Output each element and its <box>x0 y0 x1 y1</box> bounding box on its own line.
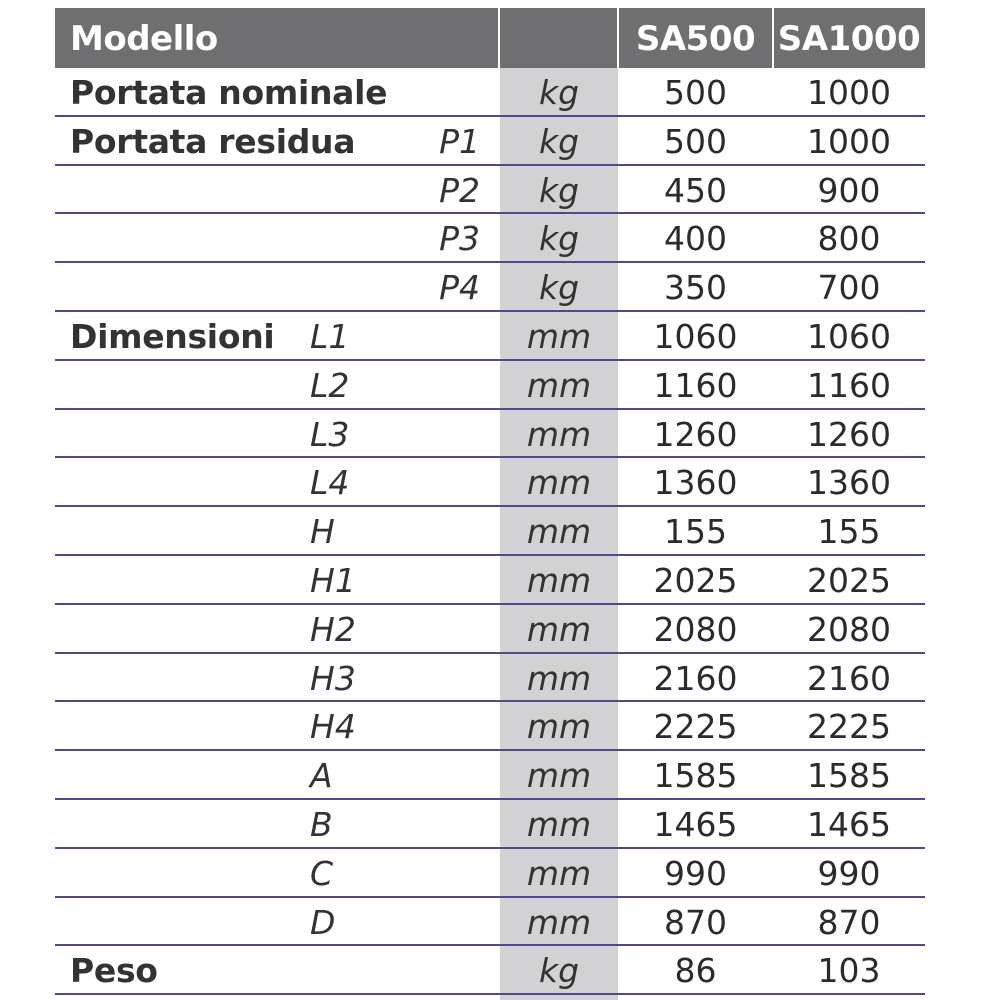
row-unit: mm <box>526 853 592 893</box>
row-value-sa500: 500 <box>664 121 727 161</box>
row-value-sa500: 86 <box>674 951 717 991</box>
row-sub-label: H2 <box>310 609 356 649</box>
row-unit: mm <box>526 609 592 649</box>
row-sub-label: L2 <box>310 365 350 405</box>
row-sub-label: L4 <box>310 463 350 503</box>
row-unit: mm <box>526 804 592 844</box>
row-unit: mm <box>526 902 592 942</box>
row-sub-label: H <box>310 512 335 552</box>
row-unit: kg <box>538 73 580 112</box>
row-sub-label: P2 <box>439 170 480 210</box>
row-value-sa500: 2160 <box>653 658 738 698</box>
row-sub-label: D <box>310 902 336 942</box>
header-separator <box>498 8 500 68</box>
row-sub-label: L3 <box>310 414 350 454</box>
row-value-sa500: 2025 <box>653 560 738 600</box>
row-value-sa500: 1585 <box>653 756 738 796</box>
row-sub-label: H3 <box>310 658 356 698</box>
row-unit: mm <box>526 365 592 405</box>
row-unit: mm <box>526 560 592 600</box>
row-value-sa500: 450 <box>664 170 727 210</box>
table-row <box>55 946 925 995</box>
row-value-sa500: 870 <box>664 902 727 942</box>
table-row <box>55 263 925 312</box>
row-unit: kg <box>538 219 580 259</box>
table-row <box>55 849 925 898</box>
row-value-sa1000: 800 <box>817 219 881 259</box>
row-value-sa500: 2225 <box>653 707 738 747</box>
row-label: Portata residua <box>70 121 356 161</box>
row-value-sa1000: 990 <box>817 853 881 893</box>
row-sub-label: P4 <box>439 268 480 308</box>
row-value-sa500: 400 <box>664 219 727 259</box>
row-unit: kg <box>538 951 580 991</box>
row-value-sa1000: 1465 <box>807 804 891 844</box>
row-sub-label: C <box>310 853 334 893</box>
row-unit: kg <box>538 170 580 210</box>
row-value-sa500: 1360 <box>653 463 738 503</box>
table-row <box>55 654 925 703</box>
row-unit: kg <box>538 268 580 308</box>
table-row <box>55 117 925 166</box>
row-sub-label: A <box>310 756 333 796</box>
row-label: Peso <box>70 951 158 991</box>
row-value-sa1000: 2160 <box>807 658 891 698</box>
table-row <box>55 312 925 361</box>
row-value-sa1000: 1000 <box>807 121 891 161</box>
row-sub-label <box>435 946 480 994</box>
header-col-sa500: SA500 <box>635 19 756 59</box>
row-value-sa1000: 2080 <box>807 609 891 649</box>
table-row <box>55 800 925 849</box>
row-value-sa500: 500 <box>664 73 727 112</box>
row-value-sa500: 350 <box>664 268 727 308</box>
row-value-sa1000: 1060 <box>807 316 891 356</box>
row-value-sa1000: 2225 <box>807 707 891 747</box>
row-sub-label: H4 <box>310 707 356 747</box>
row-value-sa500: 990 <box>664 853 727 893</box>
row-value-sa1000: 103 <box>817 951 881 991</box>
row-value-sa1000: 870 <box>817 902 881 942</box>
row-value-sa1000: 155 <box>817 512 881 552</box>
row-sub-label: L1 <box>310 316 350 356</box>
row-sub-label: H1 <box>310 560 356 600</box>
row-value-sa1000: 1260 <box>807 414 891 454</box>
row-unit: mm <box>526 316 592 356</box>
row-value-sa1000: 700 <box>817 268 881 308</box>
row-unit: mm <box>526 463 592 503</box>
header-model-label: Modello <box>70 19 218 59</box>
row-unit: mm <box>526 512 592 552</box>
row-value-sa500: 1160 <box>653 365 738 405</box>
table-row <box>55 605 925 654</box>
row-sub-label <box>435 68 480 116</box>
row-unit: mm <box>526 658 592 698</box>
table-row <box>55 507 925 556</box>
row-unit: mm <box>526 707 592 747</box>
table-row <box>55 556 925 605</box>
row-value-sa500: 1060 <box>653 316 738 356</box>
row-value-sa1000: 2025 <box>807 560 891 600</box>
table-row <box>55 214 925 263</box>
row-sub-label: B <box>310 804 333 844</box>
table-row <box>55 751 925 800</box>
table-row <box>55 68 925 117</box>
table-row <box>55 166 925 215</box>
row-value-sa500: 2080 <box>653 609 738 649</box>
header-col-sa1000: SA1000 <box>777 19 921 59</box>
spec-table <box>55 8 925 995</box>
row-label: Portata nominale <box>70 73 388 112</box>
table-header <box>55 8 925 68</box>
row-value-sa1000: 900 <box>817 170 881 210</box>
row-value-sa1000: 1585 <box>807 756 891 796</box>
row-unit: mm <box>526 756 592 796</box>
row-value-sa500: 1465 <box>653 804 738 844</box>
row-label: Dimensioni <box>70 316 275 356</box>
row-sub-label: P3 <box>439 219 480 259</box>
row-value-sa500: 1260 <box>653 414 738 454</box>
row-value-sa1000: 1360 <box>807 463 891 503</box>
row-value-sa1000: 1160 <box>807 365 891 405</box>
row-value-sa500: 155 <box>664 512 727 552</box>
table-row <box>55 702 925 751</box>
row-unit: mm <box>526 414 592 454</box>
table-row <box>55 898 925 947</box>
table-body <box>55 68 925 995</box>
row-sub-label: P1 <box>439 121 480 161</box>
row-unit: kg <box>538 121 580 161</box>
table-row <box>55 458 925 507</box>
row-value-sa1000: 1000 <box>807 73 891 112</box>
table-row <box>55 410 925 459</box>
table-row <box>55 361 925 410</box>
